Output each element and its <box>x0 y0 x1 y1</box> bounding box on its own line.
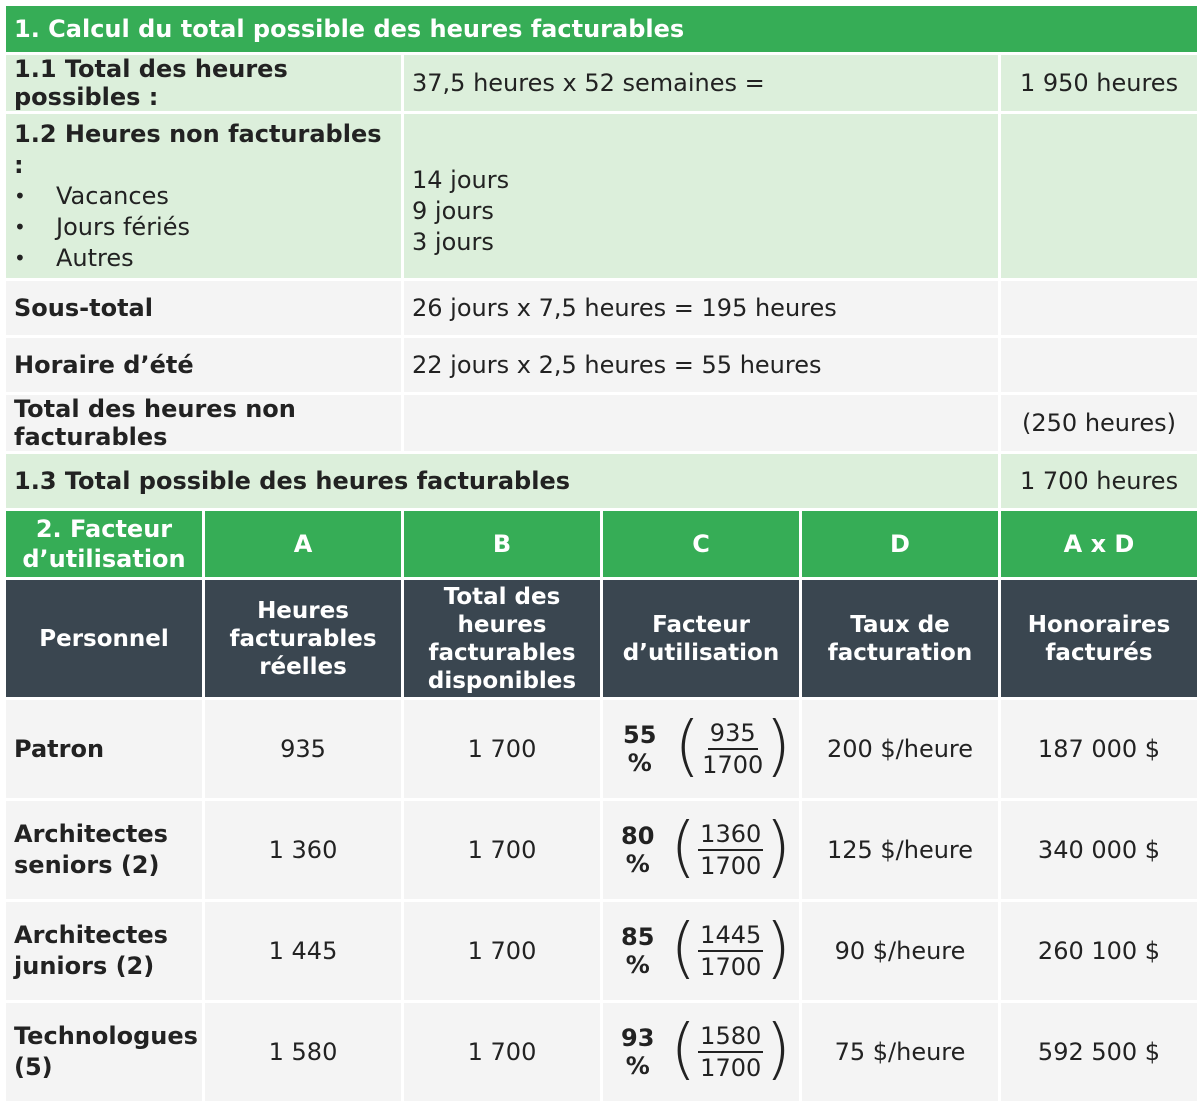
total-possible-label: 1.1 Total des heures possibles : <box>6 55 401 111</box>
col-letter-b: B <box>404 511 600 577</box>
right-paren: ) <box>765 707 791 784</box>
utilization-percent: 80 % <box>621 822 655 878</box>
fraction-numerator: 1580 <box>698 1021 763 1053</box>
actual-hours-cell: 935 <box>205 700 401 798</box>
total-non-billable-result: (250 heures) <box>1001 395 1197 451</box>
available-hours-cell: 1 700 <box>404 801 600 899</box>
left-paren: ( <box>674 707 701 784</box>
header-personnel: Personnel <box>6 580 202 697</box>
non-billable-list <box>14 181 393 274</box>
fees-cell: 260 100 $ <box>1001 902 1197 1000</box>
fraction-numerator: 1445 <box>698 920 763 952</box>
total-possible-result: 1 950 heures <box>1001 55 1197 111</box>
billing-rate-cell: 125 $/heure <box>802 801 998 899</box>
utilization-cell <box>603 1003 799 1101</box>
fraction-denominator: 1700 <box>700 852 762 880</box>
fraction-numerator: 1360 <box>698 819 763 851</box>
billing-rate-cell: 90 $/heure <box>802 902 998 1000</box>
utilization-percent: 85 % <box>621 923 655 979</box>
feries-value: 9 jours <box>412 197 494 225</box>
subtotal-label: Sous-total <box>6 281 401 335</box>
non-billable-empty <box>1001 114 1197 278</box>
personnel-cell: Architectes seniors (2) <box>6 801 202 899</box>
utilization-percent: 55 % <box>623 721 657 777</box>
summer-label: Horaire d’été <box>6 338 401 392</box>
fraction <box>696 920 765 982</box>
col-letter-axd: A x D <box>1001 511 1197 577</box>
list-item: • Jours fériés <box>14 212 393 243</box>
non-billable-cell <box>6 114 401 278</box>
vacances-value: 14 jours <box>412 166 510 194</box>
fraction <box>700 718 765 780</box>
non-billable-values <box>404 114 998 278</box>
right-paren: ) <box>765 1010 791 1087</box>
billing-rate-cell: 200 $/heure <box>802 700 998 798</box>
right-paren: ) <box>765 909 791 986</box>
header-utilization: Facteur d’utilisation <box>603 580 799 697</box>
list-item: • Autres <box>14 243 393 274</box>
utilization-percent: 93 % <box>621 1024 655 1080</box>
section2-title: 2. Facteur d’utilisation <box>6 511 202 577</box>
summer-calc: 22 jours x 2,5 heures = 55 heures <box>404 338 998 392</box>
col-letter-d: D <box>802 511 998 577</box>
fraction-denominator: 1700 <box>700 953 762 981</box>
fraction-numerator: 935 <box>708 718 758 750</box>
summer-empty <box>1001 338 1197 392</box>
total-billable-label: 1.3 Total possible des heures facturables <box>6 454 998 508</box>
billing-rate-cell: 75 $/heure <box>802 1003 998 1101</box>
table-row <box>6 801 1197 899</box>
fees-cell: 187 000 $ <box>1001 700 1197 798</box>
available-hours-cell: 1 700 <box>404 700 600 798</box>
list-item: • Vacances <box>14 181 393 212</box>
total-possible-calc: 37,5 heures x 52 semaines = <box>404 55 998 111</box>
utilization-cell <box>603 801 799 899</box>
available-hours-cell: 1 700 <box>404 902 600 1000</box>
table-row <box>6 1003 1197 1101</box>
left-paren: ( <box>670 1010 697 1087</box>
fraction <box>696 819 765 881</box>
table-row <box>6 700 1197 798</box>
fraction-denominator: 1700 <box>702 751 764 779</box>
left-paren: ( <box>670 909 697 986</box>
actual-hours-cell: 1 580 <box>205 1003 401 1101</box>
actual-hours-cell: 1 445 <box>205 902 401 1000</box>
autres-value: 3 jours <box>412 228 494 256</box>
table-row <box>6 902 1197 1000</box>
fraction <box>696 1021 765 1083</box>
total-billable-result: 1 700 heures <box>1001 454 1197 508</box>
total-non-billable-empty <box>404 395 998 451</box>
fraction-denominator: 1700 <box>700 1054 762 1082</box>
header-billing-rate: Taux de facturation <box>802 580 998 697</box>
subtotal-calc: 26 jours x 7,5 heures = 195 heures <box>404 281 998 335</box>
actual-hours-cell: 1 360 <box>205 801 401 899</box>
billable-hours-table <box>3 3 1200 1104</box>
fees-cell: 592 500 $ <box>1001 1003 1197 1101</box>
personnel-cell: Technologues (5) <box>6 1003 202 1101</box>
personnel-cell: Patron <box>6 700 202 798</box>
utilization-cell <box>603 902 799 1000</box>
right-paren: ) <box>765 808 791 885</box>
available-hours-cell: 1 700 <box>404 1003 600 1101</box>
utilization-cell <box>603 700 799 798</box>
personnel-cell: Architectes juniors (2) <box>6 902 202 1000</box>
header-fees: Honoraires facturés <box>1001 580 1197 697</box>
col-letter-c: C <box>603 511 799 577</box>
subtotal-empty <box>1001 281 1197 335</box>
header-actual-hours: Heures facturables réelles <box>205 580 401 697</box>
fees-cell: 340 000 $ <box>1001 801 1197 899</box>
header-available-hours: Total des heures facturables disponibles <box>404 580 600 697</box>
total-non-billable-label: Total des heures non facturables <box>6 395 401 451</box>
non-billable-label: 1.2 Heures non facturables : <box>14 119 382 179</box>
col-letter-a: A <box>205 511 401 577</box>
section1-title: 1. Calcul du total possible des heures facturables <box>6 6 1197 52</box>
left-paren: ( <box>670 808 697 885</box>
